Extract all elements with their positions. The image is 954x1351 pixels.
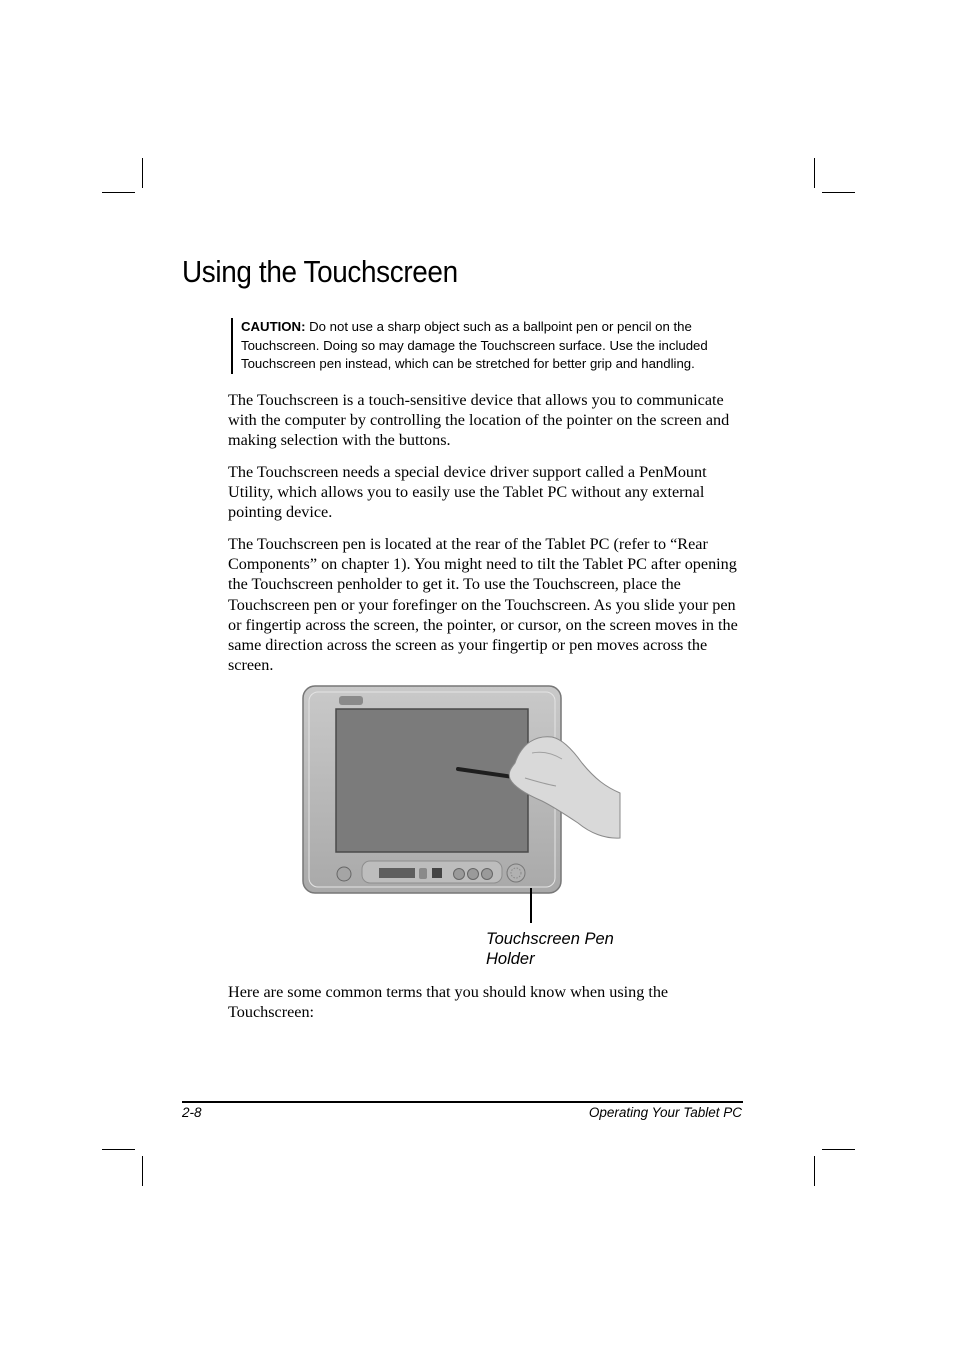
paragraph-intro: The Touchscreen is a touch-sensitive device that allows you to communicate with the computer by controlling the location of the pointer on the screen and making selection with the buttons. bbox=[228, 391, 730, 450]
paragraph-pen-usage: The Touchscreen pen is located at the rear of the Tablet PC (refer to “Rear Components” on chapter 1). You might need to tilt the Tablet PC after opening the Touchscreen penholder to get it. To use the Touchscreen, place the Touchscreen pen or your forefinger on the Touchscreen. As you slide your pen or fingertip across the screen, the pointer, or cursor, on the screen moves in the same direction across the screen as your fingertip or pen moves across the screen. bbox=[228, 535, 738, 675]
crop-mark bbox=[102, 192, 135, 193]
crop-mark bbox=[822, 192, 855, 193]
caution-note bbox=[231, 318, 741, 374]
footer-rule bbox=[182, 1101, 743, 1103]
tablet-pc-figure bbox=[300, 683, 630, 901]
paragraph-terms: Here are some common terms that you should know when using the Touchscreen: bbox=[228, 983, 669, 1022]
figure-callout: Touchscreen Pen Holder bbox=[486, 930, 614, 968]
caution-label: CAUTION: bbox=[241, 319, 306, 334]
crop-mark bbox=[142, 1156, 143, 1186]
page-title: Using the Touchscreen bbox=[182, 254, 458, 289]
caution-text: Do not use a sharp object such as a ballpoint pen or pencil on the Touchscreen. Doing so may damage the Touchscreen surface. Use the included Touchscreen pen instead, which can be stretched for better grip and handling. bbox=[241, 319, 708, 371]
crop-mark bbox=[814, 158, 815, 188]
crop-mark bbox=[814, 1156, 815, 1186]
callout-line bbox=[530, 888, 532, 923]
paragraph-driver: The Touchscreen needs a special device driver support called a PenMount Utility, which allows you to easily use the Tablet PC without any external pointing device. bbox=[228, 463, 707, 522]
crop-mark bbox=[102, 1149, 135, 1150]
crop-mark bbox=[822, 1149, 855, 1150]
crop-mark bbox=[142, 158, 143, 188]
footer-chapter-title: Operating Your Tablet PC bbox=[588, 1105, 742, 1120]
footer-page-number: 2-8 bbox=[182, 1105, 202, 1120]
tablet-illustration bbox=[300, 683, 630, 901]
